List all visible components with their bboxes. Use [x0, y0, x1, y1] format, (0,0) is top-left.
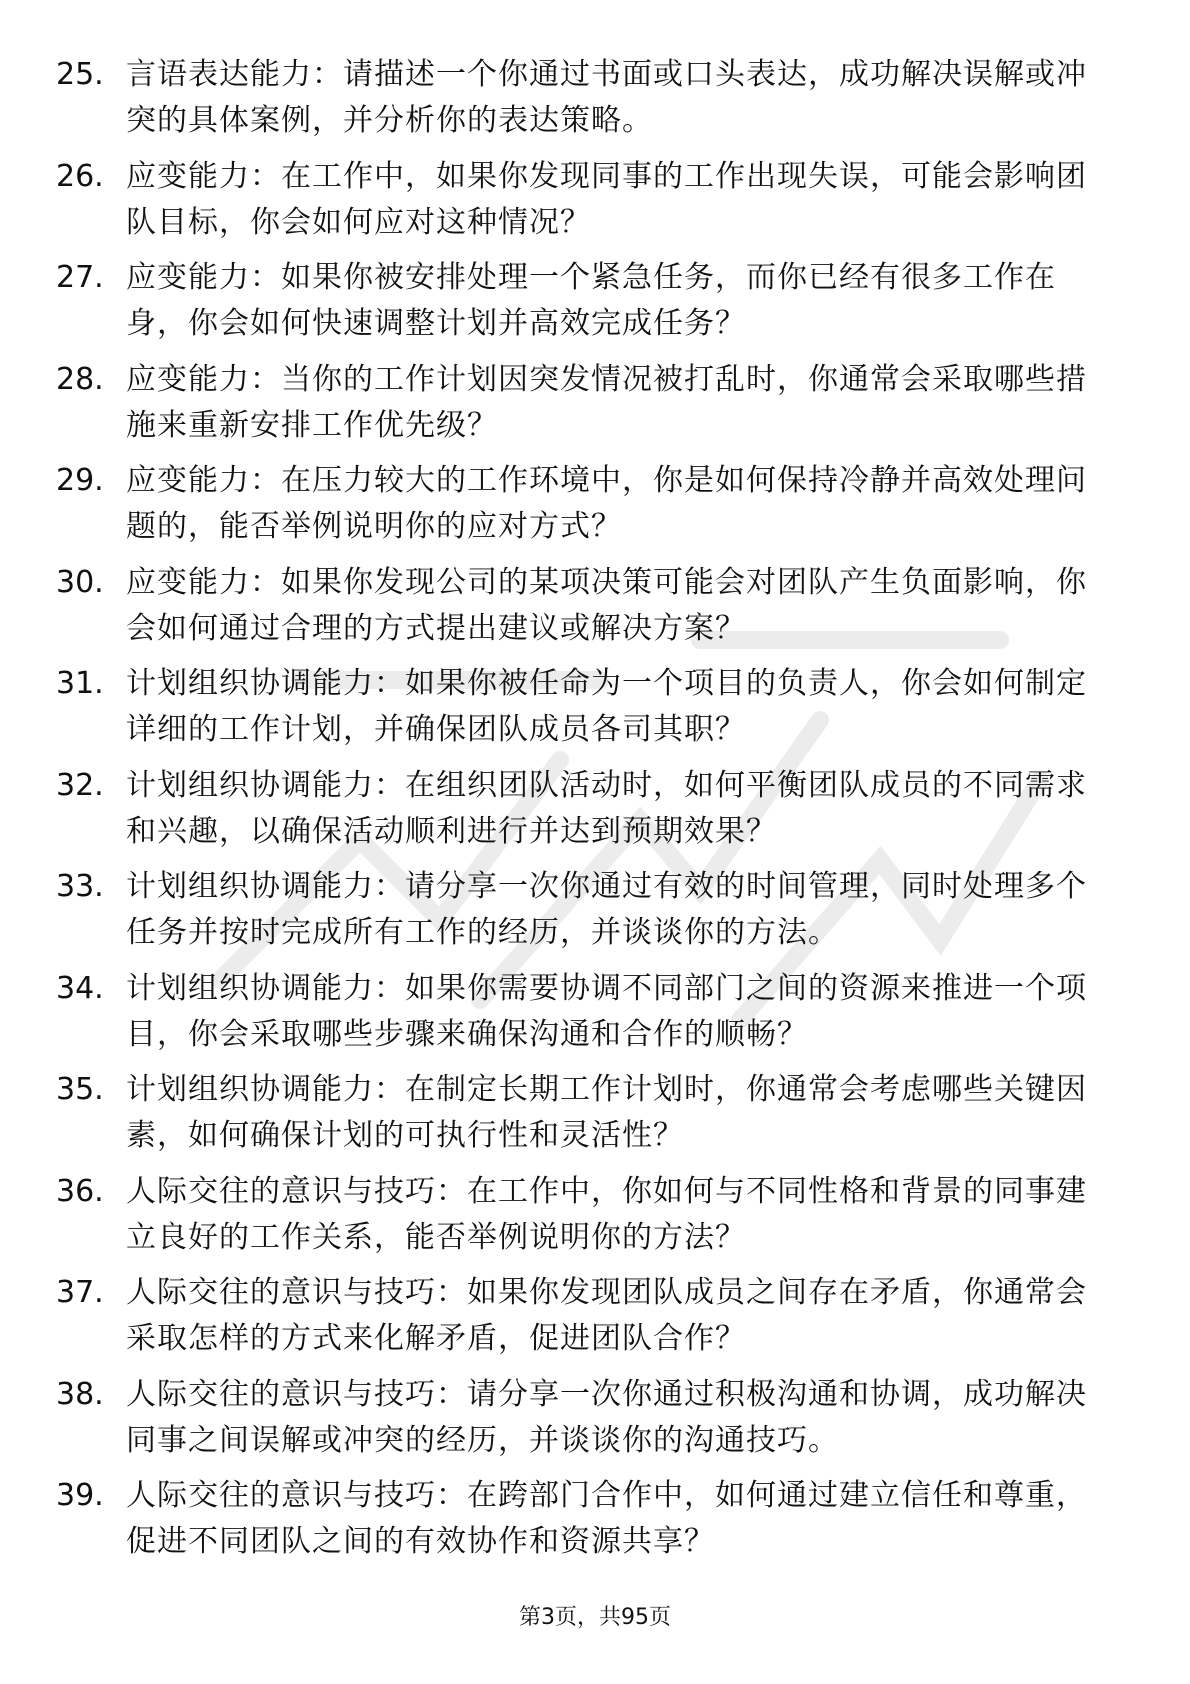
question-text: 人际交往的意识与技巧：在工作中，你如何与不同性格和背景的同事建立良好的工作关系，能否举例说明你的方法？ — [126, 1173, 1087, 1255]
question-text: 应变能力：在工作中，如果你发现同事的工作出现失误，可能会影响团队目标，你会如何应对这种情况？ — [126, 158, 1087, 240]
question-item — [56, 1473, 1116, 1575]
question-item — [56, 52, 1116, 154]
question-number: 30. — [56, 564, 104, 600]
question-text: 人际交往的意识与技巧：请分享一次你通过积极沟通和协调，成功解决同事之间误解或冲突的经历，并谈谈你的沟通技巧。 — [126, 1376, 1087, 1458]
question-number: 32. — [56, 767, 104, 803]
question-number: 34. — [56, 970, 104, 1006]
question-text: 人际交往的意识与技巧：在跨部门合作中，如何通过建立信任和尊重，促进不同团队之间的有效协作和资源共享？ — [126, 1478, 1087, 1559]
question-item — [56, 458, 1116, 560]
question-item — [56, 154, 1116, 256]
question-item — [56, 1372, 1116, 1474]
question-number: 31. — [56, 666, 104, 701]
question-item — [56, 560, 1116, 662]
question-number: 38. — [56, 1376, 104, 1412]
question-text: 计划组织协调能力：如果你需要协调不同部门之间的资源来推进一个项目，你会采取哪些步骤来确保沟通和合作的顺畅？ — [126, 970, 1087, 1052]
question-list — [56, 52, 1116, 1575]
question-number: 29. — [56, 463, 104, 498]
question-number: 37. — [56, 1275, 104, 1310]
page-number-label: 第3页，共95页 — [519, 1605, 671, 1630]
page-footer — [0, 1600, 1190, 1631]
question-item — [56, 255, 1116, 357]
question-number: 36. — [56, 1173, 104, 1209]
question-item — [56, 357, 1116, 459]
question-text: 应变能力：如果你发现公司的某项决策可能会对团队产生负面影响，你会如何通过合理的方式提出建议或解决方案？ — [126, 564, 1087, 646]
question-item — [56, 763, 1116, 865]
question-number: 39. — [56, 1478, 104, 1513]
question-item — [56, 1067, 1116, 1169]
question-number: 27. — [56, 260, 104, 295]
question-text: 计划组织协调能力：在组织团队活动时，如何平衡团队成员的不同需求和兴趣，以确保活动顺利进行并达到预期效果？ — [126, 767, 1087, 849]
question-text: 应变能力：在压力较大的工作环境中，你是如何保持冷静并高效处理问题的，能否举例说明你的应对方式？ — [126, 463, 1087, 544]
question-item — [56, 966, 1116, 1068]
question-text: 计划组织协调能力：在制定长期工作计划时，你通常会考虑哪些关键因素，如何确保计划的可执行性和灵活性？ — [126, 1072, 1087, 1153]
question-text: 应变能力：如果你被安排处理一个紧急任务，而你已经有很多工作在身，你会如何快速调整计划并高效完成任务？ — [126, 260, 1056, 341]
question-text: 应变能力：当你的工作计划因突发情况被打乱时，你通常会采取哪些措施来重新安排工作优先级？ — [126, 361, 1087, 443]
question-number: 33. — [56, 869, 104, 904]
question-number: 35. — [56, 1072, 104, 1107]
question-number: 25. — [56, 57, 104, 92]
question-item — [56, 1270, 1116, 1372]
question-item — [56, 661, 1116, 763]
question-text: 计划组织协调能力：请分享一次你通过有效的时间管理，同时处理多个任务并按时完成所有工作的经历，并谈谈你的方法。 — [126, 869, 1087, 950]
question-number: 28. — [56, 361, 104, 397]
question-item — [56, 1169, 1116, 1271]
question-item — [56, 864, 1116, 966]
question-text: 人际交往的意识与技巧：如果你发现团队成员之间存在矛盾，你通常会采取怎样的方式来化解矛盾，促进团队合作？ — [126, 1275, 1087, 1356]
question-number: 26. — [56, 158, 104, 194]
question-text: 言语表达能力：请描述一个你通过书面或口头表达，成功解决误解或冲突的具体案例，并分析你的表达策略。 — [126, 57, 1087, 138]
question-text: 计划组织协调能力：如果你被任命为一个项目的负责人，你会如何制定详细的工作计划，并确保团队成员各司其职？ — [126, 666, 1087, 747]
